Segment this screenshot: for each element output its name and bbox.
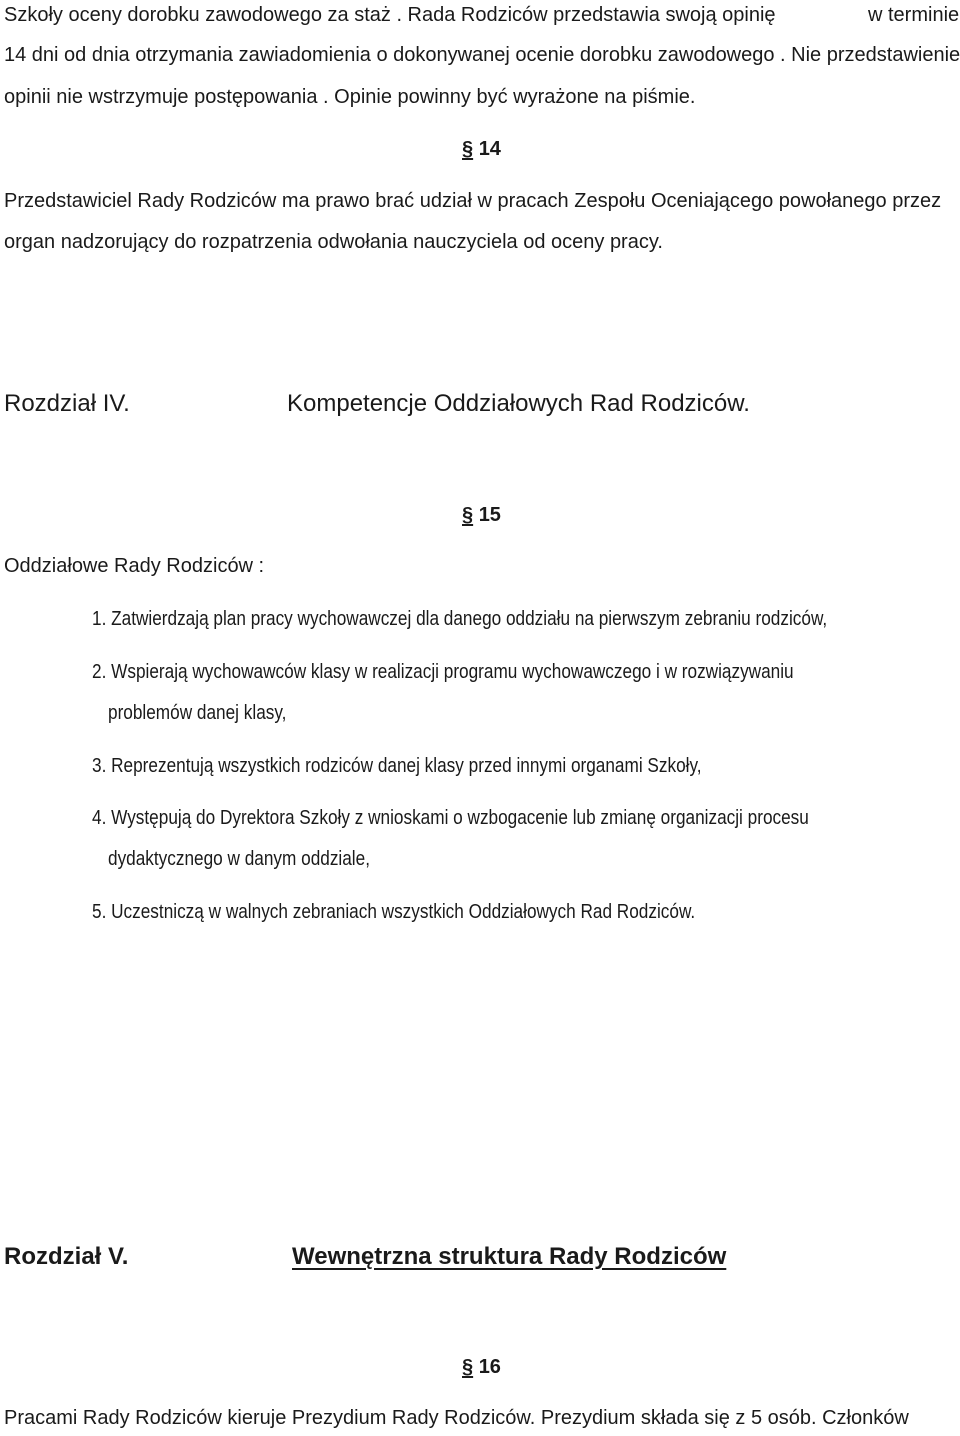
section-15-heading <box>462 502 501 528</box>
section-16-heading <box>462 1354 501 1380</box>
par15-lead-text: Oddziałowe Rady Rodziców : <box>4 555 265 577</box>
intro-line-1 <box>4 2 776 28</box>
par14-line-2 <box>4 229 663 255</box>
intro-line-3-text: opinii nie wstrzymuje postępowania . Opinie powinny być wyrażone na piśmie. <box>4 86 696 108</box>
section-symbol: § <box>462 138 474 160</box>
chapter-4-title: Kompetencje Oddziałowych Rad Rodziców. <box>287 390 750 417</box>
par14-line-1 <box>4 188 941 214</box>
section-number: 14 <box>478 138 501 160</box>
chapter-5-title: Wewnętrzna struktura Rady Rodziców <box>292 1243 727 1270</box>
par14-line-1-text: Przedstawiciel Rady Rodziców ma prawo brać udział w pracach Zespołu Oceniającego powołanego przez <box>4 190 942 212</box>
section-14-heading <box>462 136 501 162</box>
section-symbol: § <box>462 504 474 526</box>
list-item-text: 5. Uczestniczą w walnych zebraniach wszystkich Oddziałowych Rad Rodziców. <box>92 901 696 923</box>
section-number: 15 <box>478 504 501 526</box>
list-item-text: dydaktycznego w danym oddziale, <box>108 848 370 870</box>
section-symbol: § <box>462 1356 474 1378</box>
list-item <box>92 606 947 632</box>
par16-line-1 <box>4 1405 909 1431</box>
intro-line-2-text: 14 dni od dnia otrzymania zawiadomienia o dokonywanej ocenie dorobku zawodowego . Nie przedstawienie <box>4 44 960 66</box>
chapter-4-label: Rozdział IV. <box>4 390 130 417</box>
list-item-continuation <box>108 846 413 872</box>
intro-line-1-text: Szkoły oceny dorobku zawodowego za staż . Rada Rodziców przedstawia swoją opinię <box>4 4 776 26</box>
par15-lead <box>4 553 264 579</box>
par14-line-2-text: organ nadzorujący do rozpatrzenia odwołania nauczyciela od oceny pracy. <box>4 231 663 253</box>
intro-line-2 <box>4 42 960 68</box>
intro-line-3 <box>4 84 695 110</box>
list-item <box>92 753 801 779</box>
intro-line-1-end-text: w terminie <box>868 4 960 26</box>
list-item-text: 4. Występują do Dyrektora Szkoły z wnioskami o wzbogacenie lub zmianę organizacji procesu <box>92 807 809 829</box>
list-item-text: 1. Zatwierdzają plan pracy wychowawczej dla danego oddziału na pierwszym zebraniu rodziców, <box>92 608 828 630</box>
list-item <box>92 899 793 925</box>
list-item-continuation <box>108 700 316 726</box>
section-number: 16 <box>478 1356 501 1378</box>
list-item-text: problemów danej klasy, <box>108 702 287 724</box>
chapter-5-label: Rozdział V. <box>4 1243 129 1270</box>
intro-line-1-end <box>868 2 959 28</box>
list-item-text: 3. Reprezentują wszystkich rodziców danej klasy przed innymi organami Szkoły, <box>92 755 702 777</box>
list-item <box>92 659 908 685</box>
list-item <box>92 805 926 831</box>
list-item-text: 2. Wspierają wychowawców klasy w realizacji programu wychowawczego i w rozwiązywaniu <box>92 661 794 683</box>
par16-line-1-text: Pracami Rady Rodziców kieruje Prezydium Rady Rodziców. Prezydium składa się z 5 osób. Członków <box>4 1407 909 1429</box>
